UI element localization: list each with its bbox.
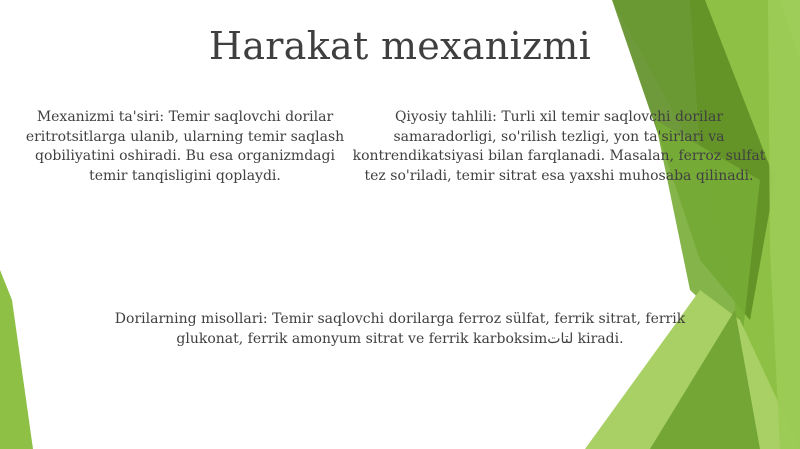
slide-title: Harakat mexanizmi <box>208 24 592 68</box>
left-edge-shard <box>0 270 33 449</box>
drug-examples-paragraph: Dorilarning misollari: Temir saqlovchi dorilarga ferroz sülfat, ferrik sitrat, ferrik glukonat, ferrik amonyum sitrat ve ferrik karboksimلتات kiradi. <box>114 311 686 347</box>
mechanism-paragraph: Mexanizmi ta'siri: Temir saqlovchi dorilar eritrotsitlarga ulanib, ularning temir saqlash qobiliyatini oshiradi. Bu esa organizmdagi temir tanqisligini qoplaydi. <box>25 109 345 184</box>
comparative-analysis-paragraph: Qiyosiy tahlili: Turli xil temir saqlovchi dorilar samaradorligi, so'rilish tezligi, yon ta'sirlari va kontrendikatsiyasi bilan farqlanadi. Masalan, ferroz sulfat tez so'riladi, temir sitrat esa yaxshi muhosaba qilinadi. <box>352 109 766 184</box>
